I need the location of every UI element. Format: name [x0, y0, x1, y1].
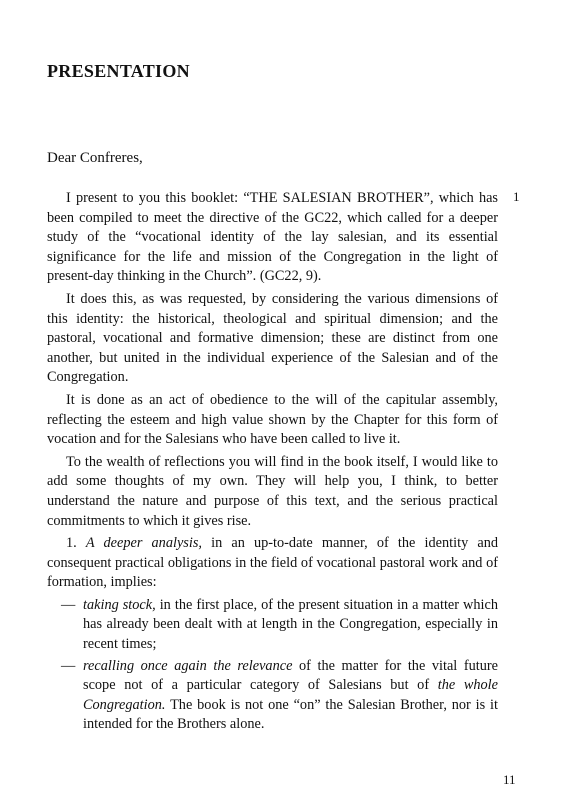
paragraph-2: It does this, as was requested, by considering the various dimensions of this identity: the historical, theological and spiritual dimension; and the pastoral, vocational and formative dimension; these are distinct from one another, but united in the individual experience of the Salesian and of the Congregation.	[47, 290, 498, 386]
point-1-italic: A deeper analysis,	[85, 535, 202, 552]
list-item-italic-2: the whole Congregation.	[83, 677, 498, 713]
dash-marker: —	[61, 596, 76, 613]
list-item-text: of the matter for the vital future scope not of a particular category of Salesians but of	[83, 657, 498, 694]
list-item-italic: recalling once again the relevance	[83, 657, 293, 674]
margin-paragraph-number: 1	[513, 189, 520, 204]
list-item	[47, 657, 498, 735]
list-item	[47, 596, 498, 655]
paragraph-1: I present to you this booklet: “THE SALESIAN BROTHER”, which has been compiled to meet the directive of the GC22, which called for a deeper study of the “vocational identity of the lay salesian, and its essential significance for the life and mission of the Congregation in the light of present-day thinking in the Church”. (GC22, 9).	[47, 190, 498, 285]
point-1-number: 1.	[66, 535, 77, 552]
list-item-text-end: The book is not one “on” the Salesian Brother, nor is it intended for the Brothers alone.	[83, 696, 498, 733]
point-1-text: in an up-to-date manner, of the identity and consequent practical obligations in the field of vocational pastoral work and of formation, implies:	[47, 535, 498, 591]
page-number: 11	[503, 772, 516, 787]
dash-list	[47, 596, 498, 735]
paragraph-4: To the wealth of reflections you will find in the book itself, I would like to add some thoughts of my own. They will help you, I think, to better understand the nature and purpose of this text, and the serious practical commitments to which it gives rise.	[47, 453, 498, 529]
dash-marker: —	[61, 657, 76, 674]
body-text	[47, 189, 498, 737]
page-title: PRESENTATION	[47, 61, 190, 81]
point-1-paragraph	[47, 534, 498, 593]
list-item-text: in the first place, of the present situation in a matter which has already been dealt with at length in the Congregation, especially in recent times;	[83, 596, 498, 653]
list-item-italic: taking stock,	[83, 596, 156, 613]
salutation: Dear Confreres,	[47, 150, 143, 166]
paragraph-3: It is done as an act of obedience to the will of the capitular assembly, reflecting the esteem and high value shown by the Chapter for this form of vocation and for the Salesians who have been called to live it.	[47, 391, 498, 448]
